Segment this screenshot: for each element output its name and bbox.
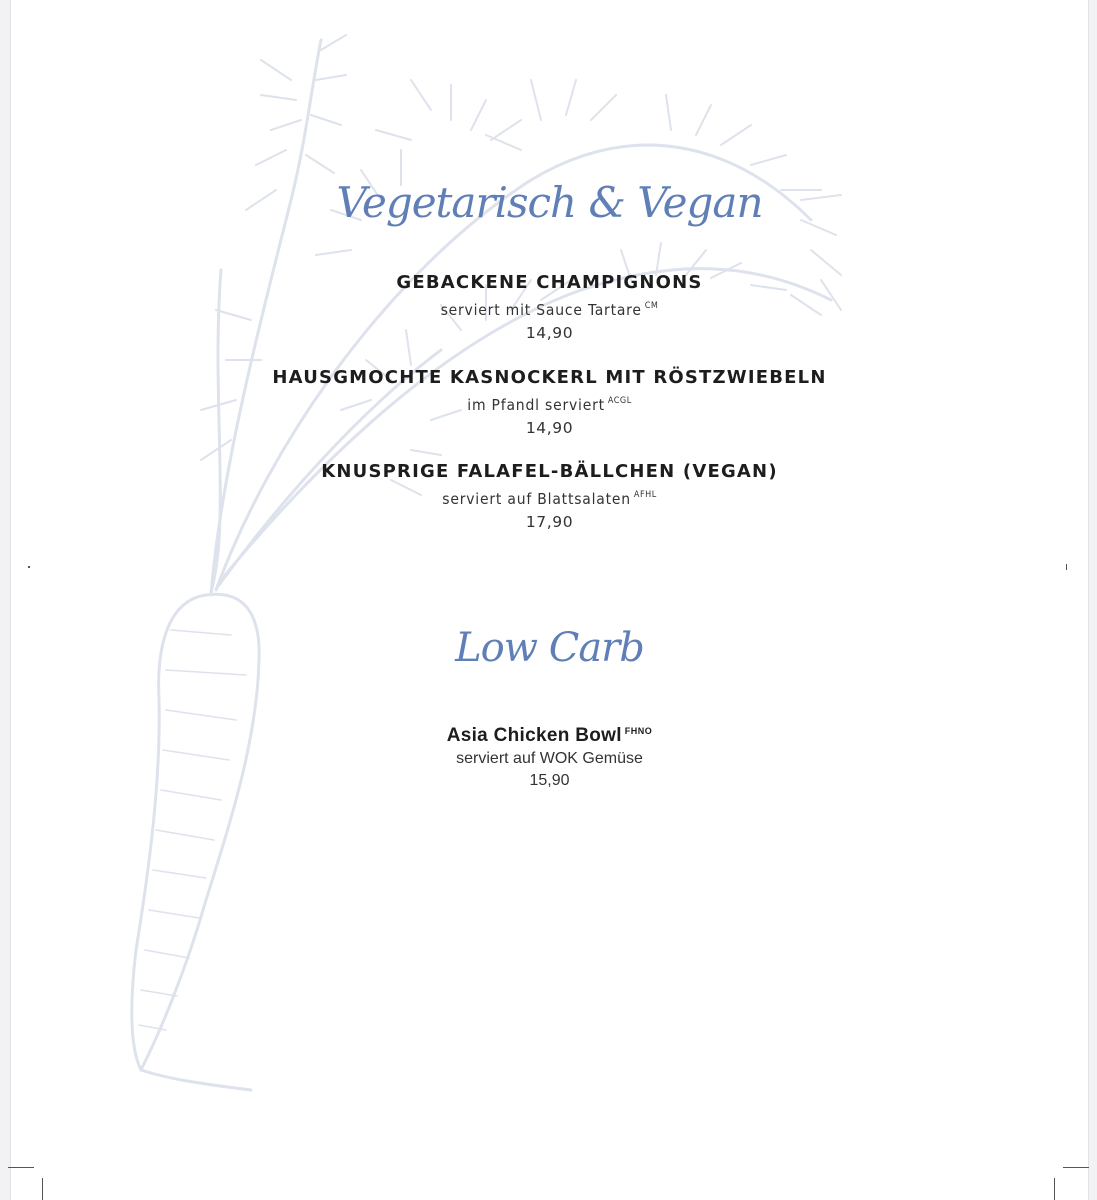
menu-item [11, 461, 1088, 533]
item-name: KNUSPRIGE FALAFEL-BÄLLCHEN (VEGAN) [321, 461, 778, 482]
item-description-text: im Pfandl serviert [467, 396, 605, 414]
item-description [11, 483, 1088, 511]
item-price: 15,90 [529, 772, 570, 789]
item-price: 17,90 [525, 513, 574, 531]
crop-mark [1054, 1178, 1055, 1200]
allergen-codes: ACGL [607, 396, 632, 406]
item-description-text: serviert mit Sauce Tartare [440, 301, 642, 319]
item-name [11, 720, 1088, 747]
section-title-vegetarian-vegan: Vegetarisch & Vegan [336, 178, 763, 227]
item-name: GEBACKENE CHAMPIGNONS [396, 272, 703, 293]
menu-item [11, 272, 1088, 344]
allergen-codes: CM [644, 301, 659, 311]
item-description: serviert auf WOK Gemüse [456, 750, 643, 767]
allergen-codes: FHNO [624, 726, 653, 736]
section-title-low-carb: Low Carb [455, 625, 644, 671]
crop-mark [42, 1178, 43, 1200]
menu-item [11, 720, 1088, 792]
crop-mark [1066, 564, 1067, 570]
item-name-text: Asia Chicken Bowl [446, 725, 622, 746]
allergen-codes: AFHL [633, 490, 657, 500]
menu-page [10, 0, 1089, 1200]
item-name: HAUSGMOCHTE KASNOCKERL MIT RÖSTZWIEBELN [272, 367, 827, 388]
crop-mark [8, 1167, 34, 1168]
item-description-text: serviert auf Blattsalaten [442, 490, 631, 508]
crop-mark [1063, 1167, 1089, 1168]
item-description [11, 389, 1088, 417]
item-price: 14,90 [525, 324, 574, 342]
menu-item [11, 367, 1088, 439]
item-price: 14,90 [525, 419, 574, 437]
item-description [11, 294, 1088, 322]
crop-mark [28, 566, 30, 568]
